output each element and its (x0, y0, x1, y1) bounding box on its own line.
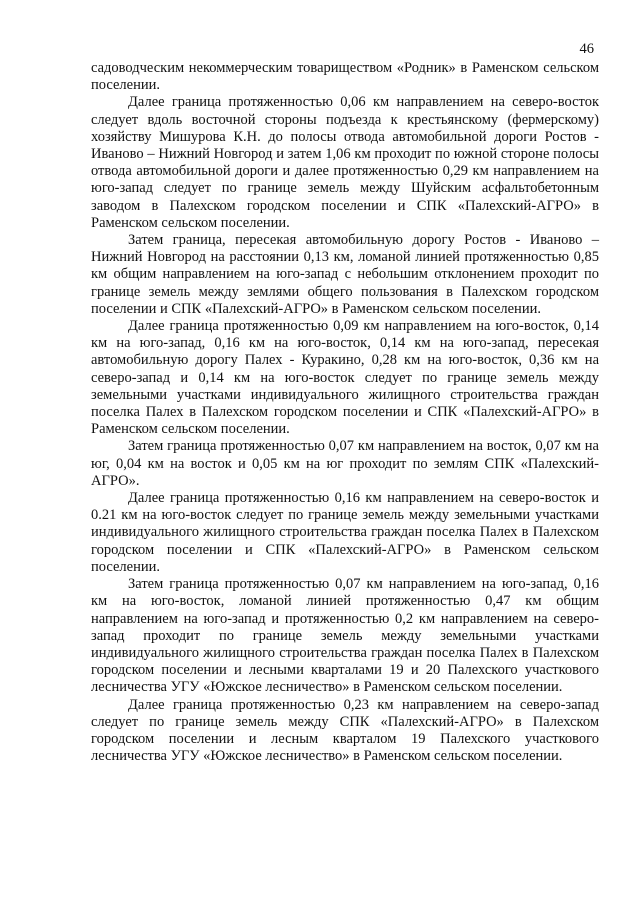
page-number: 46 (579, 41, 594, 57)
paragraph: Затем граница протяженностью 0,07 км направлением на юго-запад, 0,16 км на юго-восток, ломаной линией протяженностью 0,47 км общим направлением на юго-запад и протяженностью 0,2 км направлением на северо-запад проходит по границе земель между земельными участками индивидуального жилищного строительства граждан поселка Палех в Палехском городском поселении и лесными кварталами 19 и 20 Палехского участкового лесничества УГУ «Южское лесничество» в Раменском сельском поселении. (91, 576, 599, 696)
paragraph: Далее граница протяженностью 0,09 км направлением на юго-восток, 0,14 км на юго-запад, 0,16 км на юго-восток, 0,14 км на юго-запад, пересекая автомобильную дорогу Палех - Куракино, 0,28 км на юго-восток, 0,36 км на северо-запад и 0,14 км на юго-восток следует по границе земель между земельными участками индивидуального жилищного строительства граждан поселка Палех в Палехском городском поселении и СПК «Палехский-АГРО» в Раменском сельском поселении. (91, 318, 599, 438)
paragraph: Далее граница протяженностью 0,23 км направлением на северо-запад следует по границе земель между СПК «Палехский-АГРО» в Палехском городском поселении и лесным кварталом 19 Палехского участкового лесничества УГУ «Южское лесничество» в Раменском сельском поселении. (91, 696, 599, 765)
paragraph-continuation: садоводческим некоммерческим товариществом «Родник» в Раменском сельском поселении. (91, 60, 599, 94)
paragraph: Затем граница, пересекая автомобильную дорогу Ростов - Иваново – Нижний Новгород на расстоянии 0,13 км, ломаной линией протяженностью 0,85 км общим направлением на юго-запад с небольшим отклонением проходит по границе земель между землями общего пользования в Палехском городском поселении и СПК «Палехский-АГРО» в Раменском сельском поселении. (91, 232, 599, 317)
document-body (91, 60, 599, 765)
paragraph: Затем граница протяженностью 0,07 км направлением на восток, 0,07 км на юг, 0,04 км на восток и 0,05 км на юг проходит по землям СПК «Палехский-АГРО». (91, 438, 599, 489)
paragraph: Далее граница протяженностью 0,06 км направлением на северо-восток следует вдоль восточной стороны подъезда к крестьянскому (фермерскому) хозяйству Мишурова К.Н. до полосы отвода автомобильной дороги Ростов - Иваново – Нижний Новгород и затем 1,06 км проходит по южной стороне полосы отвода автомобильной дороги и далее протяженностью 0,29 км направлением на юго-запад следует по границе земель между Шуйским асфальтобетонным заводом в Палехском городском поселении и СПК «Палехский-АГРО» в Раменском сельском поселении. (91, 94, 599, 231)
paragraph: Далее граница протяженностью 0,16 км направлением на северо-восток и 0.21 км на юго-восток следует по границе земель между земельными участками индивидуального жилищного строительства граждан поселка Палех в Палехском городском поселении и СПК «Палехский-АГРО» в Раменском сельском поселении. (91, 490, 599, 575)
